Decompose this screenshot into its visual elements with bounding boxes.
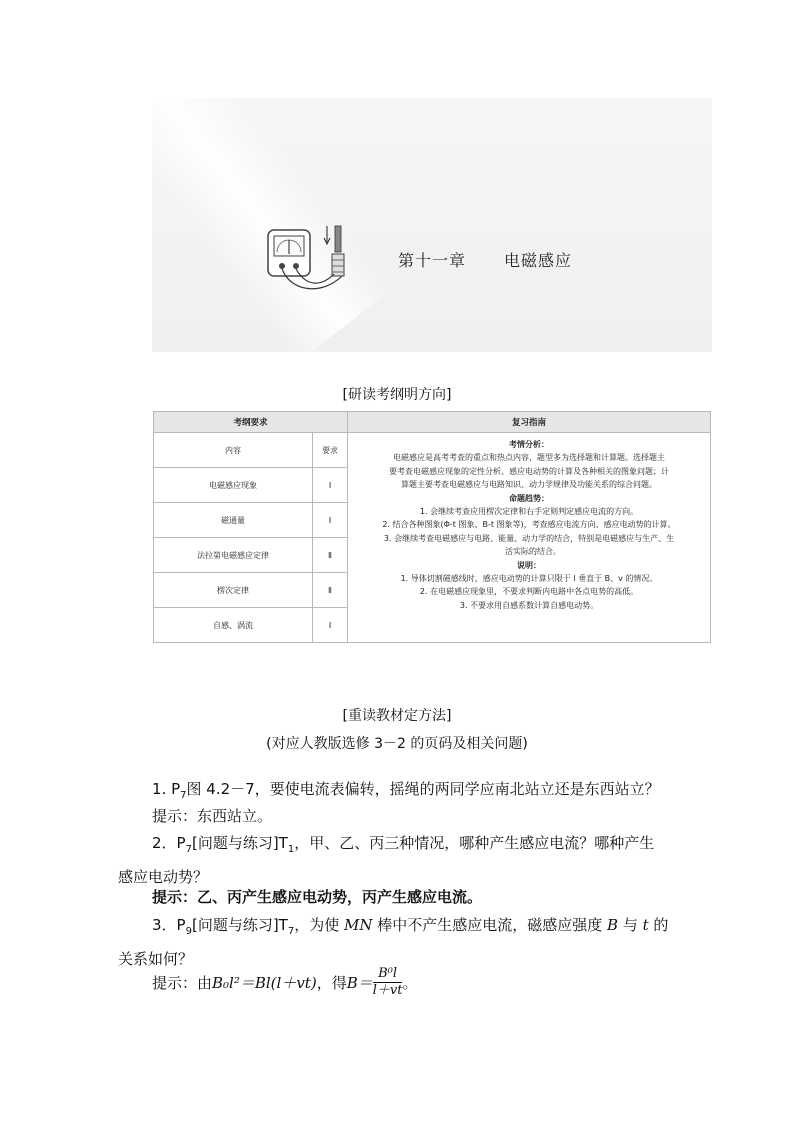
guide-line: 电磁感应是高考考查的重点和热点内容，题型多为选择题和计算题。选择题主 [393, 453, 665, 463]
answer-2: 提示：乙、丙产生感应电动势，丙产生感应电流。 [152, 888, 483, 906]
subheader-requirement: 要求 [313, 433, 348, 468]
guide-heading-analysis: 考情分析： [509, 440, 549, 449]
guide-line: 3. 会继续考查电磁感应与电路、能量、动力学的结合，特别是电磁感应与生产、生 [383, 533, 675, 543]
row-level: Ⅱ [313, 538, 348, 573]
syllabus-table [153, 411, 711, 643]
answer-1: 提示：东西站立。 [152, 807, 273, 825]
guide-line: 2. 在电磁感应现象里，不要求判断内电路中各点电势的高低。 [419, 587, 639, 597]
guide-heading-notes: 说明： [517, 560, 541, 570]
row-level: Ⅰ [313, 468, 348, 503]
guide-line: 3. 不要求用自感系数计算自感电动势。 [459, 600, 599, 610]
guide-line: 2. 结合各种图象(Φ-t 图象、B-t 图象等)，考查感应电流方向、感应电动势的计算。 [382, 520, 676, 530]
row-level: Ⅰ [313, 503, 348, 538]
answer-equation: B₀l²＝Bl(l＋vt) [212, 973, 317, 992]
section-subtitle-textbook: (对应人教版选修 3－2 的页码及相关问题) [266, 736, 528, 752]
guide-heading-trend: 命题趋势： [509, 493, 549, 503]
row-level: Ⅱ [313, 573, 348, 608]
row-level: Ⅰ [313, 608, 348, 643]
subheader-content: 内容 [154, 433, 313, 468]
row-content: 磁通量 [154, 503, 313, 538]
chapter-name: 电磁感应 [504, 251, 573, 270]
row-content: 法拉第电磁感应定律 [154, 538, 313, 573]
guide-line: 1. 会继续考查应用楞次定律和右手定则判定感应电流的方向。 [419, 507, 639, 517]
row-content: 自感、涡流 [154, 608, 313, 643]
question-2: 2．$P_7$[问题与练习]$T_1$，甲、乙、丙三种情况，哪种产生感应电流？哪种产生 感应电动势？ [118, 834, 655, 886]
table-header-guide: 复习指南 [348, 412, 711, 433]
answer-fraction: $\frac{\text{B⁰l}}{l+vt}$ [372, 966, 403, 998]
row-content: 电磁感应现象 [154, 468, 313, 503]
section-title-textbook: [重读教材定方法] [342, 708, 452, 724]
guide-line: 活实际的结合。 [505, 547, 561, 557]
galvanometer-with-coil-icon [262, 216, 352, 296]
chapter-number: 第十一章 [398, 251, 467, 270]
chapter-title [398, 248, 572, 271]
question-3: 3．$P_9$[问题与练习]$T_7$，为使 MN 棒中不产生感应电流，磁感应强度 B 与 t 的 关系如何？ [118, 916, 669, 968]
table-header-requirements: 考纲要求 [154, 412, 348, 433]
chapter-banner [152, 98, 712, 352]
review-guide-cell [348, 433, 711, 643]
guide-line: 要考查电磁感应现象的定性分析、感应电动势的计算及各种相关的图象问题；计 [389, 466, 669, 476]
guide-line: 1. 导体切割磁感线时，感应电动势的计算只限于 l 垂直于 B、v 的情况。 [400, 574, 658, 584]
guide-line: 算题主要考查电磁感应与电路知识、动力学规律及功能关系的综合问题。 [401, 480, 657, 490]
answer-3: 提示：由 B₀l²＝Bl(l＋vt) ，得 B＝ $\frac{\text{B⁰l}}{l+vt}$ 。 [152, 966, 418, 998]
question-1: 1. $P_7$图 4.2－7，要使电流表偏转，摇绳的两同学应南北站立还是东西站立？ [152, 780, 660, 801]
section-title-syllabus: [研读考纲明方向] [342, 387, 452, 403]
row-content: 楞次定律 [154, 573, 313, 608]
